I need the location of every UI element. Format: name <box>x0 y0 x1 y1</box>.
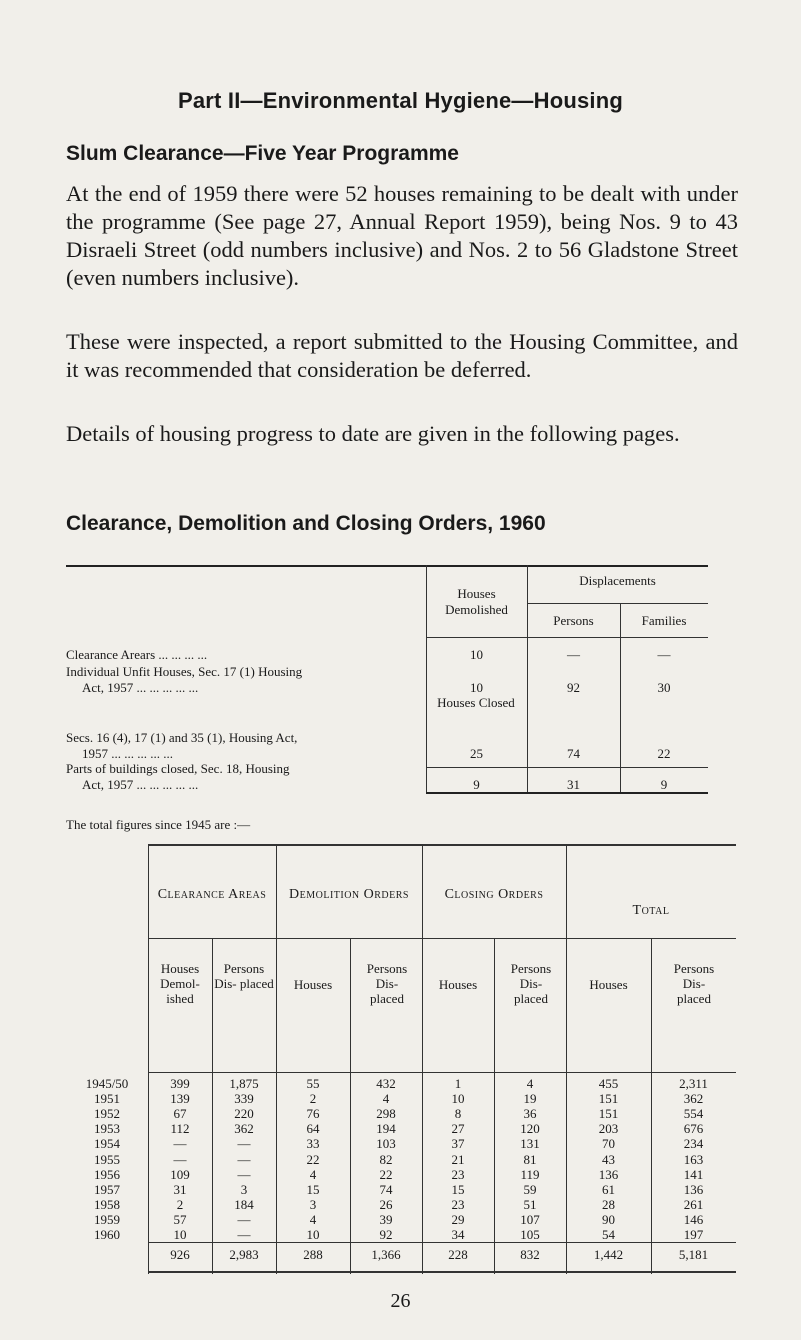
sub-persons-displaced: Persons Dis- placed <box>673 961 715 1006</box>
table-cell: 19 <box>523 1091 537 1107</box>
page-number: 26 <box>390 1290 411 1312</box>
table-cell: 37 <box>451 1136 465 1152</box>
table-cell: 194 <box>376 1121 396 1137</box>
table-cell: 64 <box>306 1121 320 1137</box>
table-cell: 2 <box>176 1196 184 1212</box>
table-cell: — <box>173 1136 187 1152</box>
table-cell: — <box>237 1151 251 1167</box>
cell-families: 22 <box>657 746 671 761</box>
table-cell: — <box>237 1211 251 1227</box>
sub-houses: Houses <box>293 977 333 992</box>
table-cell: 399 <box>170 1076 190 1092</box>
table-cell: 139 <box>170 1091 190 1107</box>
cell-persons: 31 <box>567 777 580 792</box>
table-cell: 43 <box>602 1151 615 1167</box>
part-title: Part II—Environmental Hygiene—Housing <box>177 88 624 113</box>
table-row <box>66 1167 736 1182</box>
table-cell: 15 <box>451 1181 465 1197</box>
table-cell: 29 <box>451 1211 465 1227</box>
houses-closed-subheading: Houses Closed <box>437 695 515 710</box>
table-cell: 23 <box>451 1166 465 1182</box>
table-cell: 10 <box>306 1226 320 1242</box>
sub-persons-displaced: Persons Dis- placed <box>214 961 274 991</box>
group-clearance-areas: Clearance Areas <box>157 887 267 902</box>
table-cell: 362 <box>234 1121 254 1137</box>
cell-houses: 10 <box>470 680 483 695</box>
table-cell: 55 <box>306 1076 320 1092</box>
table-cell: 2,311 <box>679 1076 708 1092</box>
table-cell: 36 <box>523 1106 537 1122</box>
table-cell: 4 <box>309 1211 317 1227</box>
col-families: Families <box>641 613 687 628</box>
row-year: 1953 <box>94 1121 120 1137</box>
table-cell: 23 <box>451 1196 465 1212</box>
table-cell: 22 <box>306 1151 320 1167</box>
table-cell: 31 <box>173 1181 187 1197</box>
cell-persons: — <box>567 647 580 662</box>
table-cell: 76 <box>306 1106 320 1122</box>
group-closing-orders: Closing Orders <box>444 887 544 902</box>
table-cell: 234 <box>683 1136 704 1152</box>
table-cell: 27 <box>451 1121 465 1137</box>
table-cell: — <box>237 1166 251 1182</box>
table-cell: 107 <box>520 1211 540 1227</box>
row-label-cont: 1957 ... ... ... ... ... <box>82 746 173 761</box>
sub-houses: Houses <box>438 977 478 992</box>
table-row <box>66 1227 736 1242</box>
row-year: 1952 <box>94 1106 120 1122</box>
row-label: Clearance Arears ... ... ... ... <box>66 647 208 662</box>
table-cell: 432 <box>376 1076 396 1092</box>
sub-houses: Houses <box>589 977 628 992</box>
sub-houses-demolished: Houses Demol- ished <box>160 961 200 1006</box>
table-cell: 92 <box>379 1226 393 1242</box>
section-title-clearance-orders: Clearance, Demolition and Closing Orders, 1960 <box>66 512 546 535</box>
table-cell: 109 <box>170 1166 190 1182</box>
table-cell: 15 <box>306 1181 320 1197</box>
table-cell: 61 <box>602 1181 615 1197</box>
table-row <box>66 1182 736 1197</box>
table-row <box>66 1091 736 1106</box>
paragraph-details: Details of housing progress to date are given in the following pages. <box>66 421 680 446</box>
table-cell: 220 <box>234 1106 254 1122</box>
table-cell: 21 <box>451 1151 465 1167</box>
table-cell: 1 <box>454 1076 462 1092</box>
table-cell: 131 <box>520 1136 540 1152</box>
table-cell: 81 <box>523 1151 537 1167</box>
table-cell: 8 <box>454 1106 462 1122</box>
cell-families: 9 <box>660 777 668 792</box>
row-year: 1960 <box>94 1226 120 1242</box>
table-cell: 119 <box>520 1166 540 1182</box>
total-clearance-persons: 2,983 <box>229 1247 259 1262</box>
row-year: 1957 <box>94 1181 120 1197</box>
total-persons: 5,181 <box>678 1247 709 1262</box>
table-cell: 3 <box>240 1181 248 1197</box>
cell-houses: 9 <box>473 777 480 792</box>
cell-families: — <box>657 647 671 662</box>
table-cell: 4 <box>309 1166 317 1182</box>
table-cell: 74 <box>379 1181 393 1197</box>
table-cell: 151 <box>598 1106 619 1122</box>
row-year: 1954 <box>94 1136 120 1152</box>
table-cell: 4 <box>382 1091 390 1107</box>
table-cell: 59 <box>523 1181 537 1197</box>
section-title-slum-clearance: Slum Clearance—Five Year Programme <box>66 142 459 165</box>
table-cell: 22 <box>379 1166 393 1182</box>
table-cell: 141 <box>683 1166 704 1182</box>
table-cell: 57 <box>173 1211 187 1227</box>
table-cell: 82 <box>379 1151 393 1167</box>
table-cell: 136 <box>683 1181 704 1197</box>
row-label-cont: Act, 1957 ... ... ... ... ... <box>82 680 199 695</box>
table-cell: 3 <box>309 1196 317 1212</box>
sub-persons-displaced: Persons Dis- placed <box>510 961 552 1006</box>
sub-persons-displaced: Persons Dis- placed <box>366 961 408 1006</box>
table-cell: 151 <box>598 1091 619 1107</box>
row-label-cont: Act, 1957 ... ... ... ... ... <box>82 777 199 792</box>
table-cell: 105 <box>520 1226 540 1242</box>
cell-houses: 25 <box>470 746 483 761</box>
table-cell: 120 <box>520 1121 540 1137</box>
table-cell: 203 <box>598 1121 619 1137</box>
table-row <box>66 1212 736 1227</box>
row-year: 1945/50 <box>85 1076 129 1092</box>
yearly-rows <box>66 1076 736 1242</box>
table-cell: 1,875 <box>229 1076 259 1092</box>
group-total: Total <box>632 903 670 918</box>
clearance-1960-table <box>66 565 708 805</box>
paragraph-programme: At the end of 1959 there were 52 houses remaining to be dealt with under the programme (See page 27, Annual Report 1959), being Nos. 9 to 43 Disraeli Street (odd numbers inclusive) and Nos. 2 to 56 Gladstone Street (even numbers inclusive). <box>66 181 738 290</box>
total-houses: 1,442 <box>593 1247 624 1262</box>
paragraph-inspection: These were inspected, a report submitted to the Housing Committee, and it was recommended that consideration be deferred. <box>66 329 738 382</box>
table-cell: 10 <box>173 1226 187 1242</box>
table-cell: — <box>173 1151 187 1167</box>
table-cell: 261 <box>683 1196 704 1212</box>
cell-families: 30 <box>657 680 671 695</box>
table-cell: 184 <box>234 1196 254 1212</box>
table-cell: 70 <box>602 1136 615 1152</box>
table-row <box>66 1151 736 1166</box>
table-cell: 4 <box>526 1076 534 1092</box>
row-year: 1958 <box>94 1196 120 1212</box>
table-cell: 26 <box>379 1196 393 1212</box>
table-cell: 136 <box>598 1166 619 1182</box>
table-cell: 455 <box>598 1076 619 1092</box>
total-demolition-persons: 1,366 <box>371 1247 401 1262</box>
table-cell: 197 <box>683 1226 704 1242</box>
table-row <box>66 1197 736 1212</box>
table-cell: 339 <box>234 1091 254 1107</box>
row-year: 1956 <box>94 1166 120 1182</box>
row-label: Parts of buildings closed, Sec. 18, Housing <box>66 761 290 776</box>
table-cell: 39 <box>379 1211 393 1227</box>
table-row <box>66 1121 736 1136</box>
table-cell: 33 <box>306 1136 320 1152</box>
table-cell: 54 <box>602 1226 615 1242</box>
table-cell: 51 <box>523 1196 537 1212</box>
row-year: 1959 <box>94 1211 120 1227</box>
table-cell: 67 <box>173 1106 187 1122</box>
total-closing-houses: 228 <box>448 1247 468 1262</box>
total-demolition-houses: 288 <box>303 1247 323 1262</box>
table-cell: 163 <box>683 1151 704 1167</box>
table-cell: 298 <box>376 1106 396 1122</box>
row-year: 1951 <box>94 1091 120 1107</box>
table-cell: 90 <box>602 1211 615 1227</box>
table-row <box>66 1076 736 1091</box>
table-cell: 10 <box>451 1091 465 1107</box>
table-cell: — <box>237 1136 251 1152</box>
total-closing-persons: 832 <box>520 1247 540 1262</box>
table-cell: 146 <box>683 1211 704 1227</box>
col-displacements: Displacements <box>579 573 656 588</box>
row-label: Individual Unfit Houses, Sec. 17 (1) Housing <box>66 664 303 679</box>
row-year: 1955 <box>94 1151 120 1167</box>
table-row <box>66 1136 736 1151</box>
table-row <box>66 1106 736 1121</box>
table-cell: 103 <box>376 1136 396 1152</box>
table-cell: 28 <box>602 1196 615 1212</box>
table-cell: 554 <box>683 1106 704 1122</box>
table-cell: 112 <box>170 1121 190 1137</box>
totals-since-1945-table <box>66 844 736 1274</box>
group-demolition-orders: Demolition Orders <box>289 887 409 902</box>
table-cell: — <box>237 1226 251 1242</box>
table-cell: 362 <box>683 1091 704 1107</box>
cell-persons: 74 <box>567 746 580 761</box>
cell-houses: 10 <box>470 647 483 662</box>
col-houses-demolished: Houses Demolished <box>445 586 508 617</box>
table-cell: 676 <box>683 1121 704 1137</box>
cell-persons: 92 <box>567 680 580 695</box>
row-label: Secs. 16 (4), 17 (1) and 35 (1), Housing Act, <box>66 730 298 745</box>
table-cell: 34 <box>451 1226 465 1242</box>
total-clearance-houses: 926 <box>170 1247 190 1262</box>
table-cell: 2 <box>309 1091 317 1107</box>
col-persons: Persons <box>553 613 594 628</box>
totals-since-1945-note: The total figures since 1945 are :— <box>66 817 251 832</box>
